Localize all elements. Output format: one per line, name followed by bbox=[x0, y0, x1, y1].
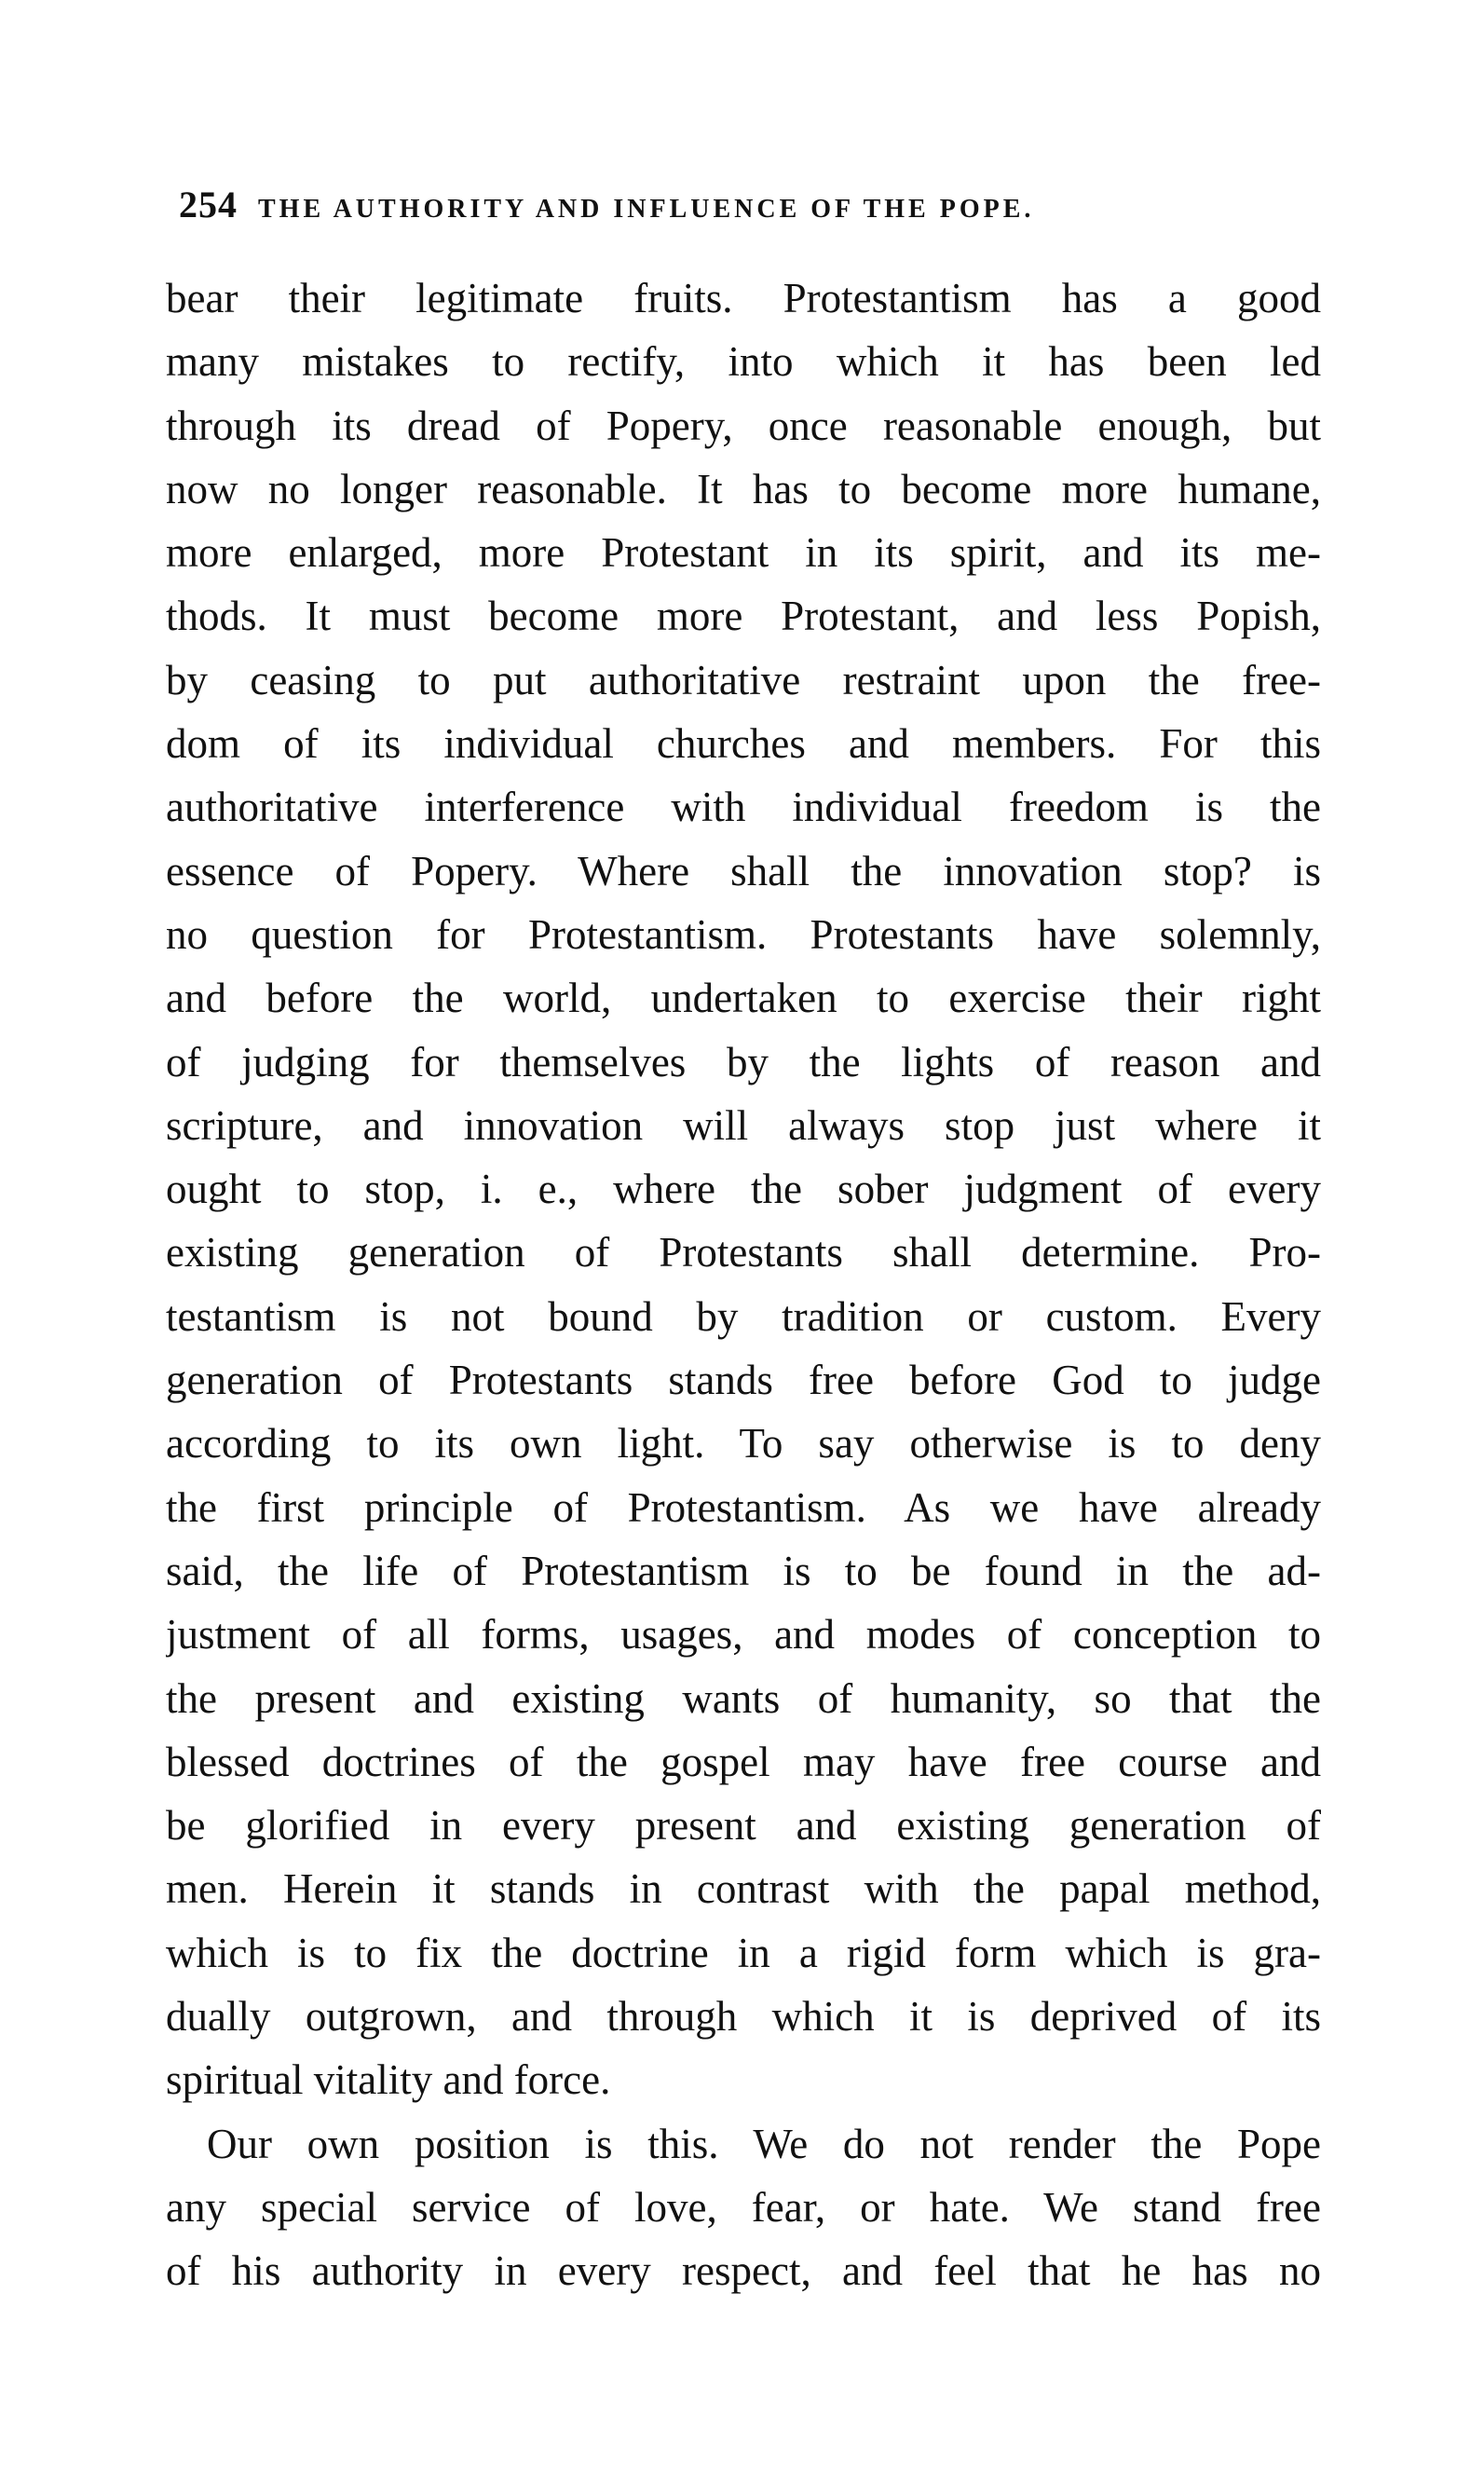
text-line: be glorified in every present and existing generation of bbox=[166, 1802, 1321, 1850]
text-line: any special service of love, fear, or hate. We stand free bbox=[166, 2183, 1321, 2231]
running-head bbox=[179, 183, 1329, 229]
text-line: said, the life of Protestantism is to be found in the ad- bbox=[166, 1547, 1321, 1594]
text-line: men. Herein it stands in contrast with the papal method, bbox=[166, 1865, 1321, 1913]
text-line: Our own position is this. We do not render the Pope bbox=[207, 2120, 1321, 2167]
text-line: dom of its individual churches and members. For this bbox=[166, 720, 1321, 768]
text-line: which is to fix the doctrine in a rigid form which is gra- bbox=[166, 1929, 1321, 1976]
text-line: generation of Protestants stands free before God to judge bbox=[166, 1357, 1321, 1404]
running-title: THE AUTHORITY AND INFLUENCE OF THE POPE. bbox=[258, 195, 1035, 224]
text-line: spiritual vitality and force. bbox=[166, 2056, 611, 2104]
text-line: now no longer reasonable. It has to become more humane, bbox=[166, 465, 1321, 512]
text-line: no question for Protestantism. Protestants have solemnly, bbox=[166, 910, 1321, 958]
text-line: justment of all forms, usages, and modes of conception to bbox=[166, 1611, 1321, 1659]
text-line: of judging for themselves by the lights of reason and bbox=[166, 1038, 1321, 1085]
text-line: the first principle of Protestantism. As we have already bbox=[166, 1483, 1321, 1531]
text-line: blessed doctrines of the gospel may have free course and bbox=[166, 1738, 1321, 1785]
page-number: 254 bbox=[179, 184, 238, 225]
text-line: existing generation of Protestants shall determine. Pro- bbox=[166, 1229, 1321, 1277]
text-line: thods. It must become more Protestant, and less Popish, bbox=[166, 593, 1321, 640]
text-line: testantism is not bound by tradition or custom. Every bbox=[166, 1292, 1321, 1340]
text-line: ought to stop, i. e., where the sober judgment of every bbox=[166, 1166, 1321, 1213]
text-line: by ceasing to put authoritative restraint upon the free- bbox=[166, 656, 1321, 703]
text-line: the present and existing wants of humanity, so that the bbox=[166, 1674, 1321, 1722]
text-line: of his authority in every respect, and feel that he has no bbox=[166, 2247, 1321, 2295]
text-line: dually outgrown, and through which it is deprived of its bbox=[166, 1993, 1321, 2041]
text-line: many mistakes to rectify, into which it has been led bbox=[166, 338, 1321, 386]
text-line: bear their legitimate fruits. Protestantism has a good bbox=[166, 275, 1321, 321]
text-line: through its dread of Popery, once reasonable enough, but bbox=[166, 402, 1321, 449]
text-line: authoritative interference with individual freedom is the bbox=[166, 784, 1321, 831]
text-line: according to its own light. To say otherwise is to deny bbox=[166, 1420, 1321, 1468]
body-text bbox=[166, 266, 1321, 2303]
text-line: scripture, and innovation will always stop just where it bbox=[166, 1101, 1321, 1149]
text-line: essence of Popery. Where shall the innovation stop? is bbox=[166, 847, 1321, 894]
text-line: more enlarged, more Protestant in its spirit, and its me- bbox=[166, 529, 1321, 577]
text-line: and before the world, undertaken to exercise their right bbox=[166, 975, 1321, 1022]
